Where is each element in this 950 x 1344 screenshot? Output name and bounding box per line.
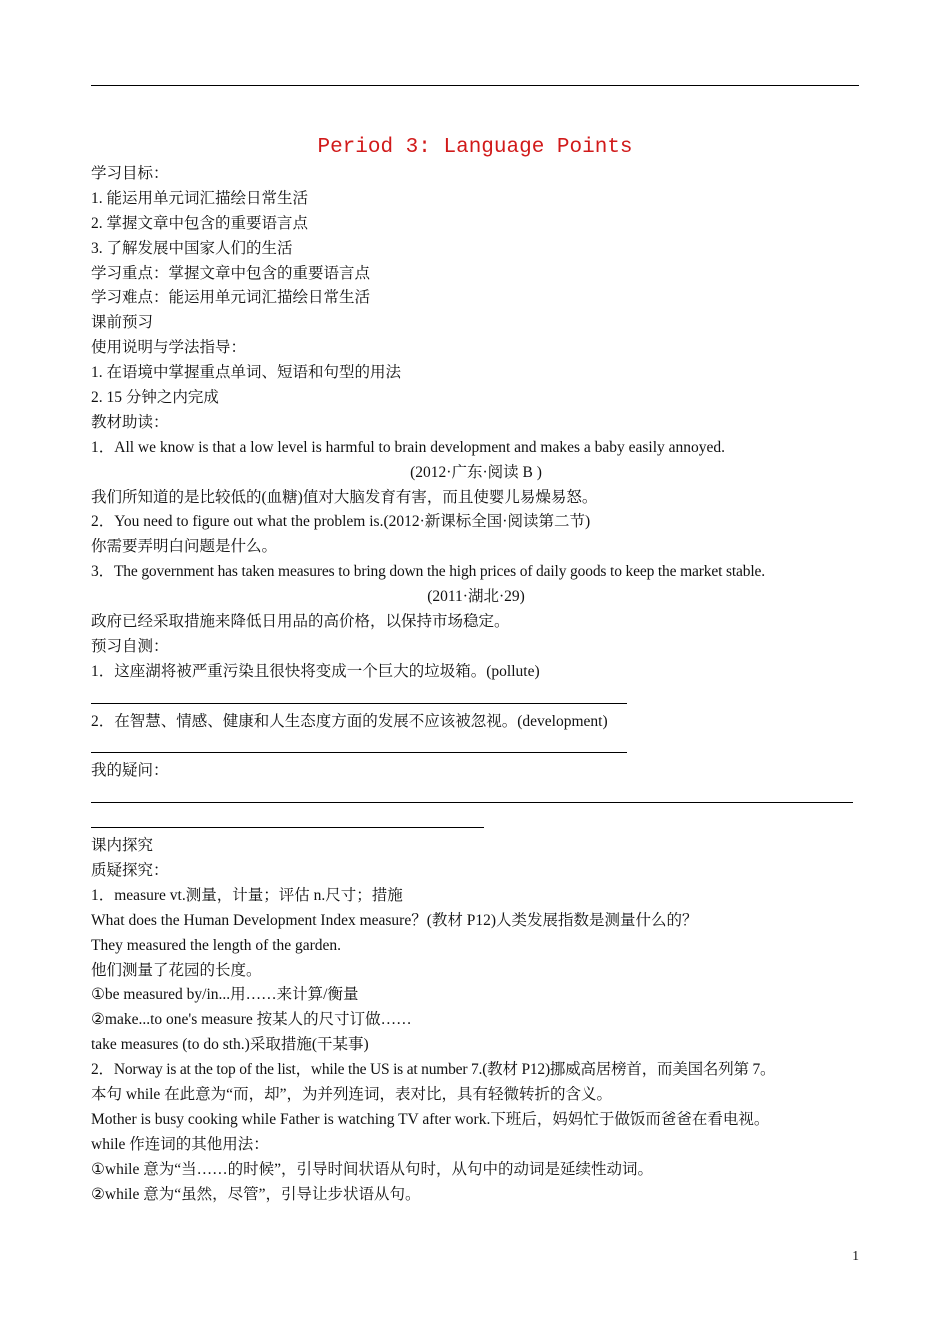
answer-line[interactable] [91,809,861,834]
usage-note: while 作连词的其他用法： [91,1135,269,1153]
section-heading: 课前预习 [91,314,154,332]
header-rule [91,85,859,86]
text-line: 2. 15 分钟之内完成 [91,389,219,407]
example-sentence: They measured the length of the garden. [91,936,342,954]
example-sentence: What does the Human Development Index measure？(教材 P12)人类发展指数是测量什么的？ [91,911,698,929]
answer-line[interactable] [91,685,861,710]
answer-line[interactable] [91,784,861,809]
text-line: 1. 在语境中掌握重点单词、短语和句型的用法 [91,364,402,382]
source-citation: (2012·广东·阅读 B ) [410,463,542,481]
vocab-entry: 2．Norway is at the top of the list，while the US is at number 7.(教材 P12)挪威高居榜首，而美国名列第 7。 [91,1061,776,1079]
translation: 政府已经采取措施来降低日用品的高价格，以保持市场稳定。 [91,613,510,631]
page-title: Period 3: Language Points [317,136,633,159]
text-line: 学习重点：掌握文章中包含的重要语言点 [91,264,371,282]
text-line: 预习自测： [91,637,169,655]
example-sentence: 3．The government has taken measures to bring down the high prices of daily goods to keep the market stable. [91,563,765,581]
text-line: 3. 了解发展中国家人们的生活 [91,239,293,257]
exercise-prompt: 1．这座湖将被严重污染且很快将变成一个巨大的垃圾箱。(pollute) [91,662,540,680]
page-number: 1 [852,1248,859,1263]
answer-line[interactable] [91,734,861,759]
section-heading: 课内探究 [91,837,154,855]
usage-note: take measures (to do sth.)采取措施(干某事) [91,1036,369,1054]
example-sentence: 1．All we know is that a low level is harmful to brain development and makes a baby easily annoyed. [91,438,726,456]
usage-note: ①be measured by/in...用……来计算/衡量 [91,986,359,1004]
text-line: 学习目标： [91,165,169,182]
document-body [91,162,861,1207]
usage-note: 本句 while 在此意为“而，却”，为并列连词，表对比，具有轻微转折的含义。 [91,1085,612,1103]
vocab-entry: 1．measure vt.测量，计量；评估 n.尺寸；措施 [91,886,403,904]
text-line: 学习难点：能运用单元词汇描绘日常生活 [91,289,371,307]
translation: 我们所知道的是比较低的(血糖)值对大脑发育有害，而且使婴儿易燥易怒。 [91,488,598,506]
source-citation: (2011·湖北·29) [427,588,525,606]
translation: 他们测量了花园的长度。 [91,961,262,979]
text-line: 2. 掌握文章中包含的重要语言点 [91,214,309,232]
translation: 你需要弄明白问题是什么。 [91,538,278,556]
usage-note: ②make...to one's measure 按某人的尺寸订做…… [91,1011,412,1029]
text-line: 1. 能运用单元词汇描绘日常生活 [91,189,309,207]
example-sentence: 2．You need to figure out what the problem is.(2012·新课标全国·阅读第二节) [91,513,591,531]
example-sentence: Mother is busy cooking while Father is watching TV after work.下班后，妈妈忙于做饭而爸爸在看电视。 [91,1110,770,1128]
text-line: 教材助读： [91,413,169,431]
usage-note: ②while 意为“虽然，尽管”，引导让步状语从句。 [91,1185,421,1203]
text-line: 质疑探究： [91,861,169,879]
text-line: 使用说明与学法指导： [91,339,247,357]
usage-note: ①while 意为“当……的时候”，引导时间状语从句时，从句中的动词是延续性动词。 [91,1160,653,1178]
text-line: 我的疑问： [91,762,169,780]
exercise-prompt: 2．在智慧、情感、健康和人生态度方面的发展不应该被忽视。(development) [91,712,608,730]
